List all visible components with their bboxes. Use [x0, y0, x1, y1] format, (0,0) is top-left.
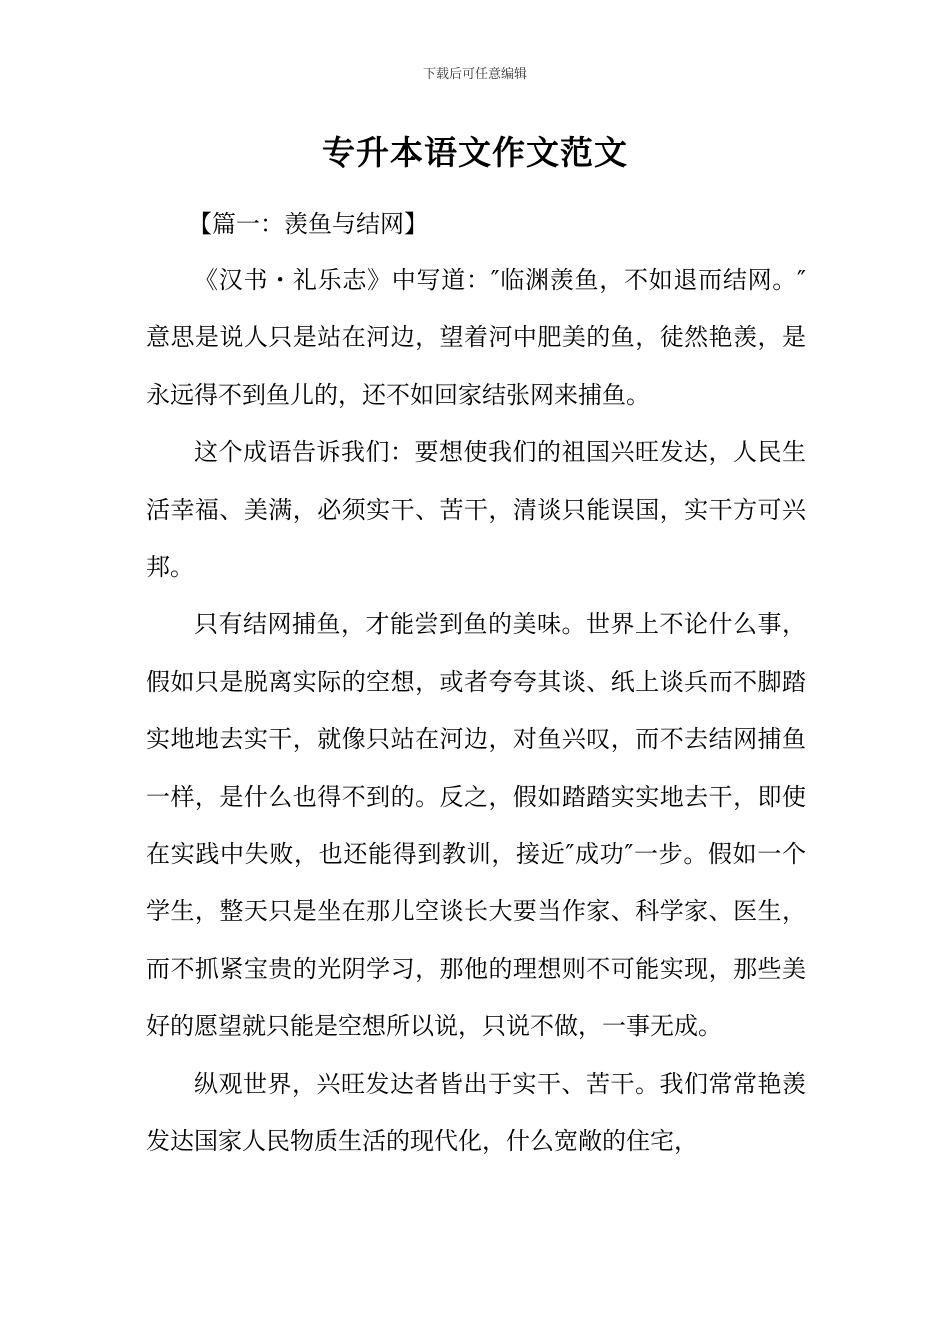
- paragraph-2: 这个成语告诉我们：要想使我们的祖国兴旺发达，人民生活幸福、美满，必须实干、苦干，清谈只能误国，实干方可兴邦。: [146, 438, 806, 582]
- document-body: [146, 252, 806, 1171]
- paragraph-4: 纵观世界，兴旺发达者皆出于实干、苦干。我们常常艳羡发达国家人民物质生活的现代化，什么宽敞的住宅，: [146, 1069, 806, 1156]
- document-title: 专升本语文作文范文: [322, 133, 628, 172]
- paragraph-1: 《汉书・礼乐志》中写道：″临渊羡鱼，不如退而结网。″意思是说人只是站在河边，望着河中肥美的鱼，徒然艳羡，是永远得不到鱼儿的，还不如回家结张网来捕鱼。: [146, 266, 806, 409]
- header-note: 下载后可任意编辑: [422, 67, 527, 82]
- section-heading: 【篇一：羡鱼与结网】: [188, 210, 428, 238]
- paragraph-3: 只有结网捕鱼，才能尝到鱼的美味。世界上不论什么事，假如只是脱离实际的空想，或者夸夸其谈、纸上谈兵而不脚踏实地地去实干，就像只站在河边，对鱼兴叹，而不去结网捕鱼一样，是什么也得不到的。反之，假如踏踏实实地去干，即使在实践中失败，也还能得到教训，接近″成功″一步。假如一个学生，整天只是坐在那儿空谈长大要当作家、科学家、医生，而不抓紧宝贵的光阴学习，那他的理想则不可能实现，那些美好的愿望就只能是空想所以说，只说不做，一事无成。: [146, 610, 806, 1041]
